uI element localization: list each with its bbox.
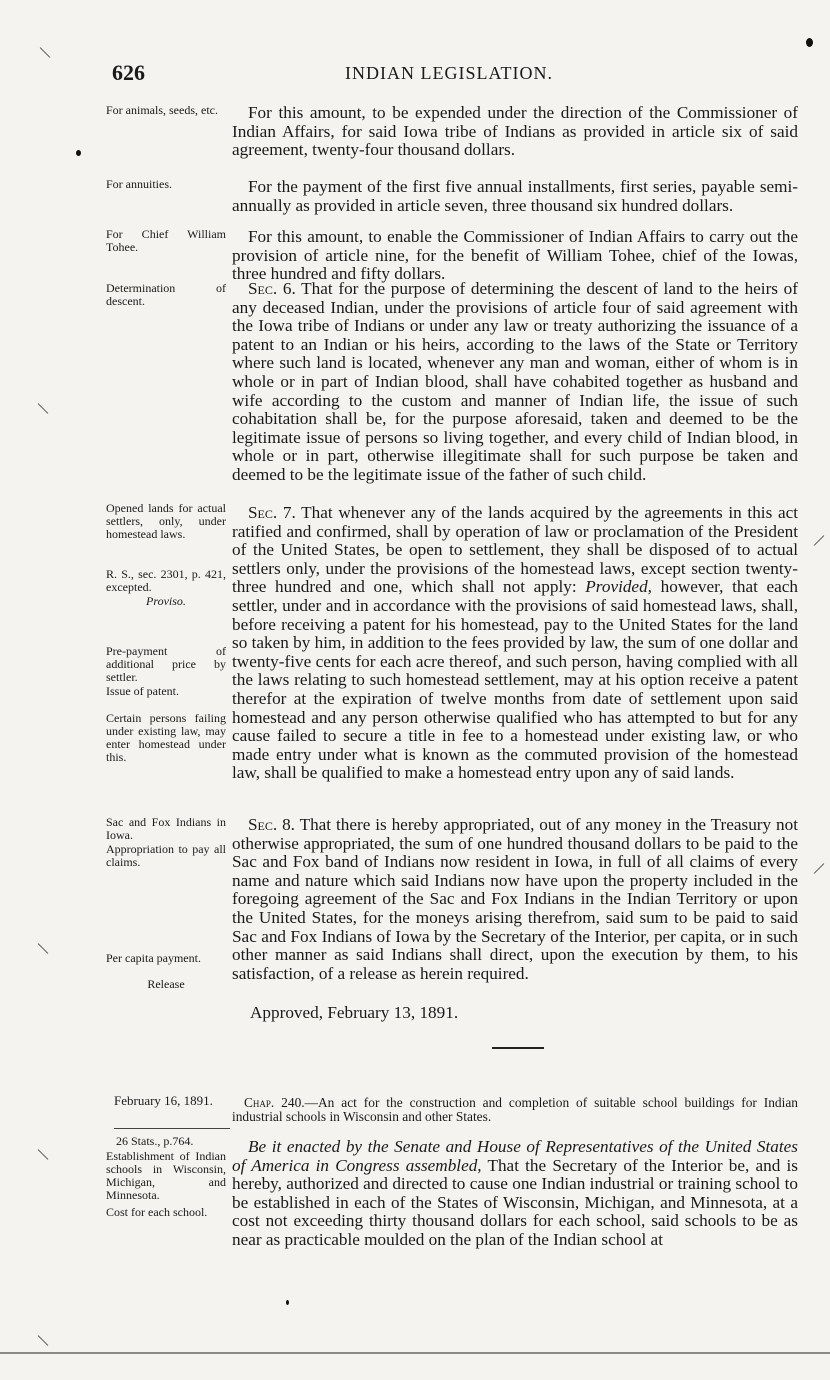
section-7 [232,504,798,783]
scan-mark [40,47,51,58]
scan-speck [806,38,813,47]
scan-mark [38,403,49,414]
chapter-title [232,1096,798,1124]
enacting-text: That the Secretary of the Interior be, and is hereby, authorized and directed to cause one Indian industrial or training school to be established in each of the States of Wisconsin, Michigan, and Minnesota, at a cost not exceeding thirty thousand dollars for each school, said schools to be as near as practicable moulded on the plan of the Indian school at [232,1155,798,1249]
margin-note-prepayment: Pre-payment of additional price by settler. [106,644,226,684]
paragraph-animals [232,104,798,160]
scan-mark [38,943,49,954]
section-7-text-a: That whenever any of the lands acquired by the agreements in this act ratified and confirmed, shall by operation of law or proclamation of the President of the United States, be open to settlement, they shall be disposed of to actual settlers only, under the provisions of the homestead laws, except section twenty-three hundred and one, which shall not apply: [232,503,798,597]
section-8 [232,816,798,983]
margin-note-tohee: For Chief William Tohee. [106,227,226,254]
section-7-provided: Provided, [585,577,652,597]
margin-note-per-capita: Per capita payment. [106,951,201,965]
paragraph-tohee-text: For this amount, to enable the Commissioner of Indian Affairs to carry out the provision of article nine, for the benefit of William Tohee, chief of the Iowas, three hundred and fifty dollars. [232,227,798,284]
chapter-label: Chap. 240. [244,1095,305,1110]
margin-note-opened-lands: Opened lands for actual settlers, only, under homestead laws. [106,501,226,541]
approval-line: Approved, February 13, 1891. [250,1003,459,1022]
page-bottom-edge [0,1352,830,1354]
margin-note-appropriation: Appropriation to pay all claims. [106,842,226,869]
chapter-title-text: —An act for the construction and completion of suitable school buildings for Indian industrial schools in Wisconsin and other States. [232,1095,798,1124]
margin-note-descent: Determination of descent. [106,281,226,308]
margin-note-release: Release [147,977,185,991]
margin-note-schools: Establishment of Indian schools in Wisconsin, Michigan, and Minnesota. [106,1149,226,1202]
statutes-citation: 26 Stats., p.764. [116,1134,194,1148]
margin-note-sac-fox: Sac and Fox Indians in Iowa. [106,815,226,842]
stats-divider [114,1128,230,1129]
margin-note-certain-persons: Certain persons failing under existing law, may enter homestead under this. [106,711,226,764]
chapter-date: February 16, 1891. [114,1093,213,1108]
margin-note-annuities: For annuities. [106,177,172,191]
margin-note-cost: Cost for each school. [106,1205,208,1219]
section-8-label: Sec. 8. [248,815,295,834]
paragraph-annuities-text: For the payment of the first five annual installments, first series, payable semi-annually as provided in article seven, three thousand six hundred dollars. [232,177,798,215]
scan-mark [814,535,825,546]
section-6-label: Sec. 6. [248,279,296,298]
paragraph-tohee [232,228,798,284]
scan-speck [76,150,81,156]
margin-note-animals: For animals, seeds, etc. [106,103,218,117]
enacting-formula: Be it enacted by the Senate and House of Representatives of the United States of America in Congress assembled, [232,1137,798,1175]
paragraph-annuities [232,178,798,215]
margin-note-proviso: Proviso. [146,594,186,608]
scan-speck [286,1300,289,1305]
running-head: INDIAN LEGISLATION. [345,63,553,83]
scan-mark [38,1149,49,1160]
section-7-label: Sec. 7. [248,503,296,522]
page-number: 626 [112,60,145,85]
section-8-text: That there is hereby appropriated, out of any money in the Treasury not otherwise appropriated, the sum of one hundred thousand dollars to be paid to the Sac and Fox band of Indians now resident in Iowa, in full of all claims of every name and nature which said Indians now have upon the property included in the foregoing agreement of the Sac and Fox Indians in the Indian Territory or upon the United States, for the moneys arising therefrom, said sum to be paid to said Sac and Fox Indians of Iowa by the Secretary of the Interior, per capita, or in such other manner as said Indians shall direct, upon the execution by them, to his satisfaction, of a release as herein required. [232,815,798,983]
margin-note-rs-excepted: R. S., sec. 2301, p. 421, excepted. [106,567,226,594]
section-6 [232,280,798,485]
section-divider [492,1047,544,1049]
paragraph-animals-text: For this amount, to be expended under the direction of the Commissioner of Indian Affairs, for said Iowa tribe of Indians as provided in article six of said agreement, twenty-four thousand dollars. [232,103,798,160]
margin-note-patent: Issue of patent. [106,684,179,698]
section-7-text-b: however, that each settler, under and in accordance with the provisions of said homestead laws, shall, before receiving a patent for his homestead, pay to the United States for the land so taken by him, in addition to the fees provided by law, the sum of one dollar and twenty-five cents for each acre thereof, and such person, having complied with all the laws relating to such homestead settlement, may at his option receive a patent therefor at the expiration of twelve months from date of settlement upon said homestead and any person otherwise qualified who has attempted to but for any cause failed to secure a title in fee to a homestead under existing law, or who made entry under what is known as the commuted provision of the homestead law, shall be qualified to make a homestead entry upon any of said lands. [232,577,798,783]
scan-mark [38,1335,49,1346]
scan-mark [814,863,825,874]
enacting-clause [232,1138,798,1250]
section-6-text: That for the purpose of determining the descent of land to the heirs of any deceased Indian, under the provisions of article four of said agreement with the Iowa tribe of Indians or under any law or treaty authorizing the issuance of a patent to an Indian or his heirs, according to the laws of the State or Territory where such land is located, whenever any man and woman, either of whom is in whole or in part of Indian blood, shall have cohabited together as husband and wife according to the custom and manner of Indian life, the issue of such cohabitation shall be, for the purpose aforesaid, taken and deemed to be the legitimate issue of persons so living together, and every child of Indian blood, in whole or in part, otherwise illegitimate shall for such purpose be taken and deemed to be the legitimate issue of the father of such child. [232,279,798,484]
